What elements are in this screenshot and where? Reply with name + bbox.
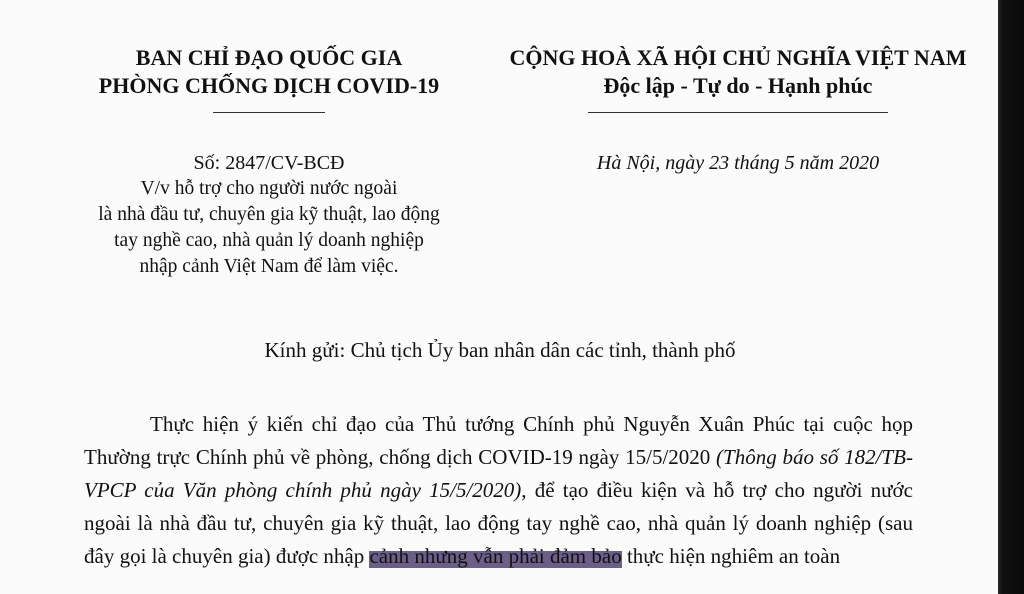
subject-line-1: V/v hỗ trợ cho người nước ngoài: [140, 178, 398, 199]
national-header: [482, 44, 994, 113]
subject-line-4: nhập cảnh Việt Nam để làm việc.: [139, 256, 399, 277]
subject-line-2: là nhà đầu tư, chuyên gia kỹ thuật, lao động: [98, 204, 440, 225]
document-reference: [60, 150, 478, 280]
highlighted-text: cảnh nhưng vẫn phải đảm bảo: [369, 544, 622, 568]
agency-name-line1: BAN CHỈ ĐẠO QUỐC GIA: [135, 45, 403, 70]
subject-line-3: tay nghề cao, nhà quản lý doanh nghiệp: [114, 230, 424, 251]
viewer-edge: [998, 0, 1024, 594]
paragraph-1-citation: (Thông báo số 182/TB-VPCP của Văn phòng chính phủ ngày 15/5/2020): [84, 445, 913, 502]
recipient-line: Kính gửi: Chủ tịch Ủy ban nhân dân các tỉnh, thành phố: [264, 338, 736, 362]
agency-header: [60, 44, 478, 113]
document-number: Số: 2847/CV-BCĐ: [193, 152, 345, 174]
agency-underline: [213, 112, 325, 113]
paragraph-1-text-c: thực hiện nghiêm an toàn: [621, 544, 841, 568]
country-name: CỘNG HOÀ XÃ HỘI CHỦ NGHĨA VIỆT NAM: [509, 45, 967, 70]
national-motto: Độc lập - Tự do - Hạnh phúc: [603, 73, 873, 98]
paragraph-1: [84, 408, 913, 573]
document-date: Hà Nội, ngày 23 tháng 5 năm 2020: [596, 152, 880, 174]
body-text: [84, 408, 913, 573]
paragraph-1-text-b: , để tạo điều kiện và hỗ trợ cho người nước ngoài là nhà đầu tư, chuyên gia kỹ thuật, lao động tay nghề cao, nhà quản lý doanh nghiệp (sau đây gọi là chuyên gia) được nhập: [84, 478, 913, 568]
motto-underline: [588, 112, 888, 113]
paragraph-1-text-a: Thực hiện ý kiến chỉ đạo của Thủ tướng Chính phủ Nguyễn Xuân Phúc tại cuộc họp Thường trực Chính phủ về phòng, chống dịch COVID-19 ngày 15/5/2020: [84, 412, 913, 469]
agency-name-line2: PHÒNG CHỐNG DỊCH COVID-19: [98, 73, 440, 98]
